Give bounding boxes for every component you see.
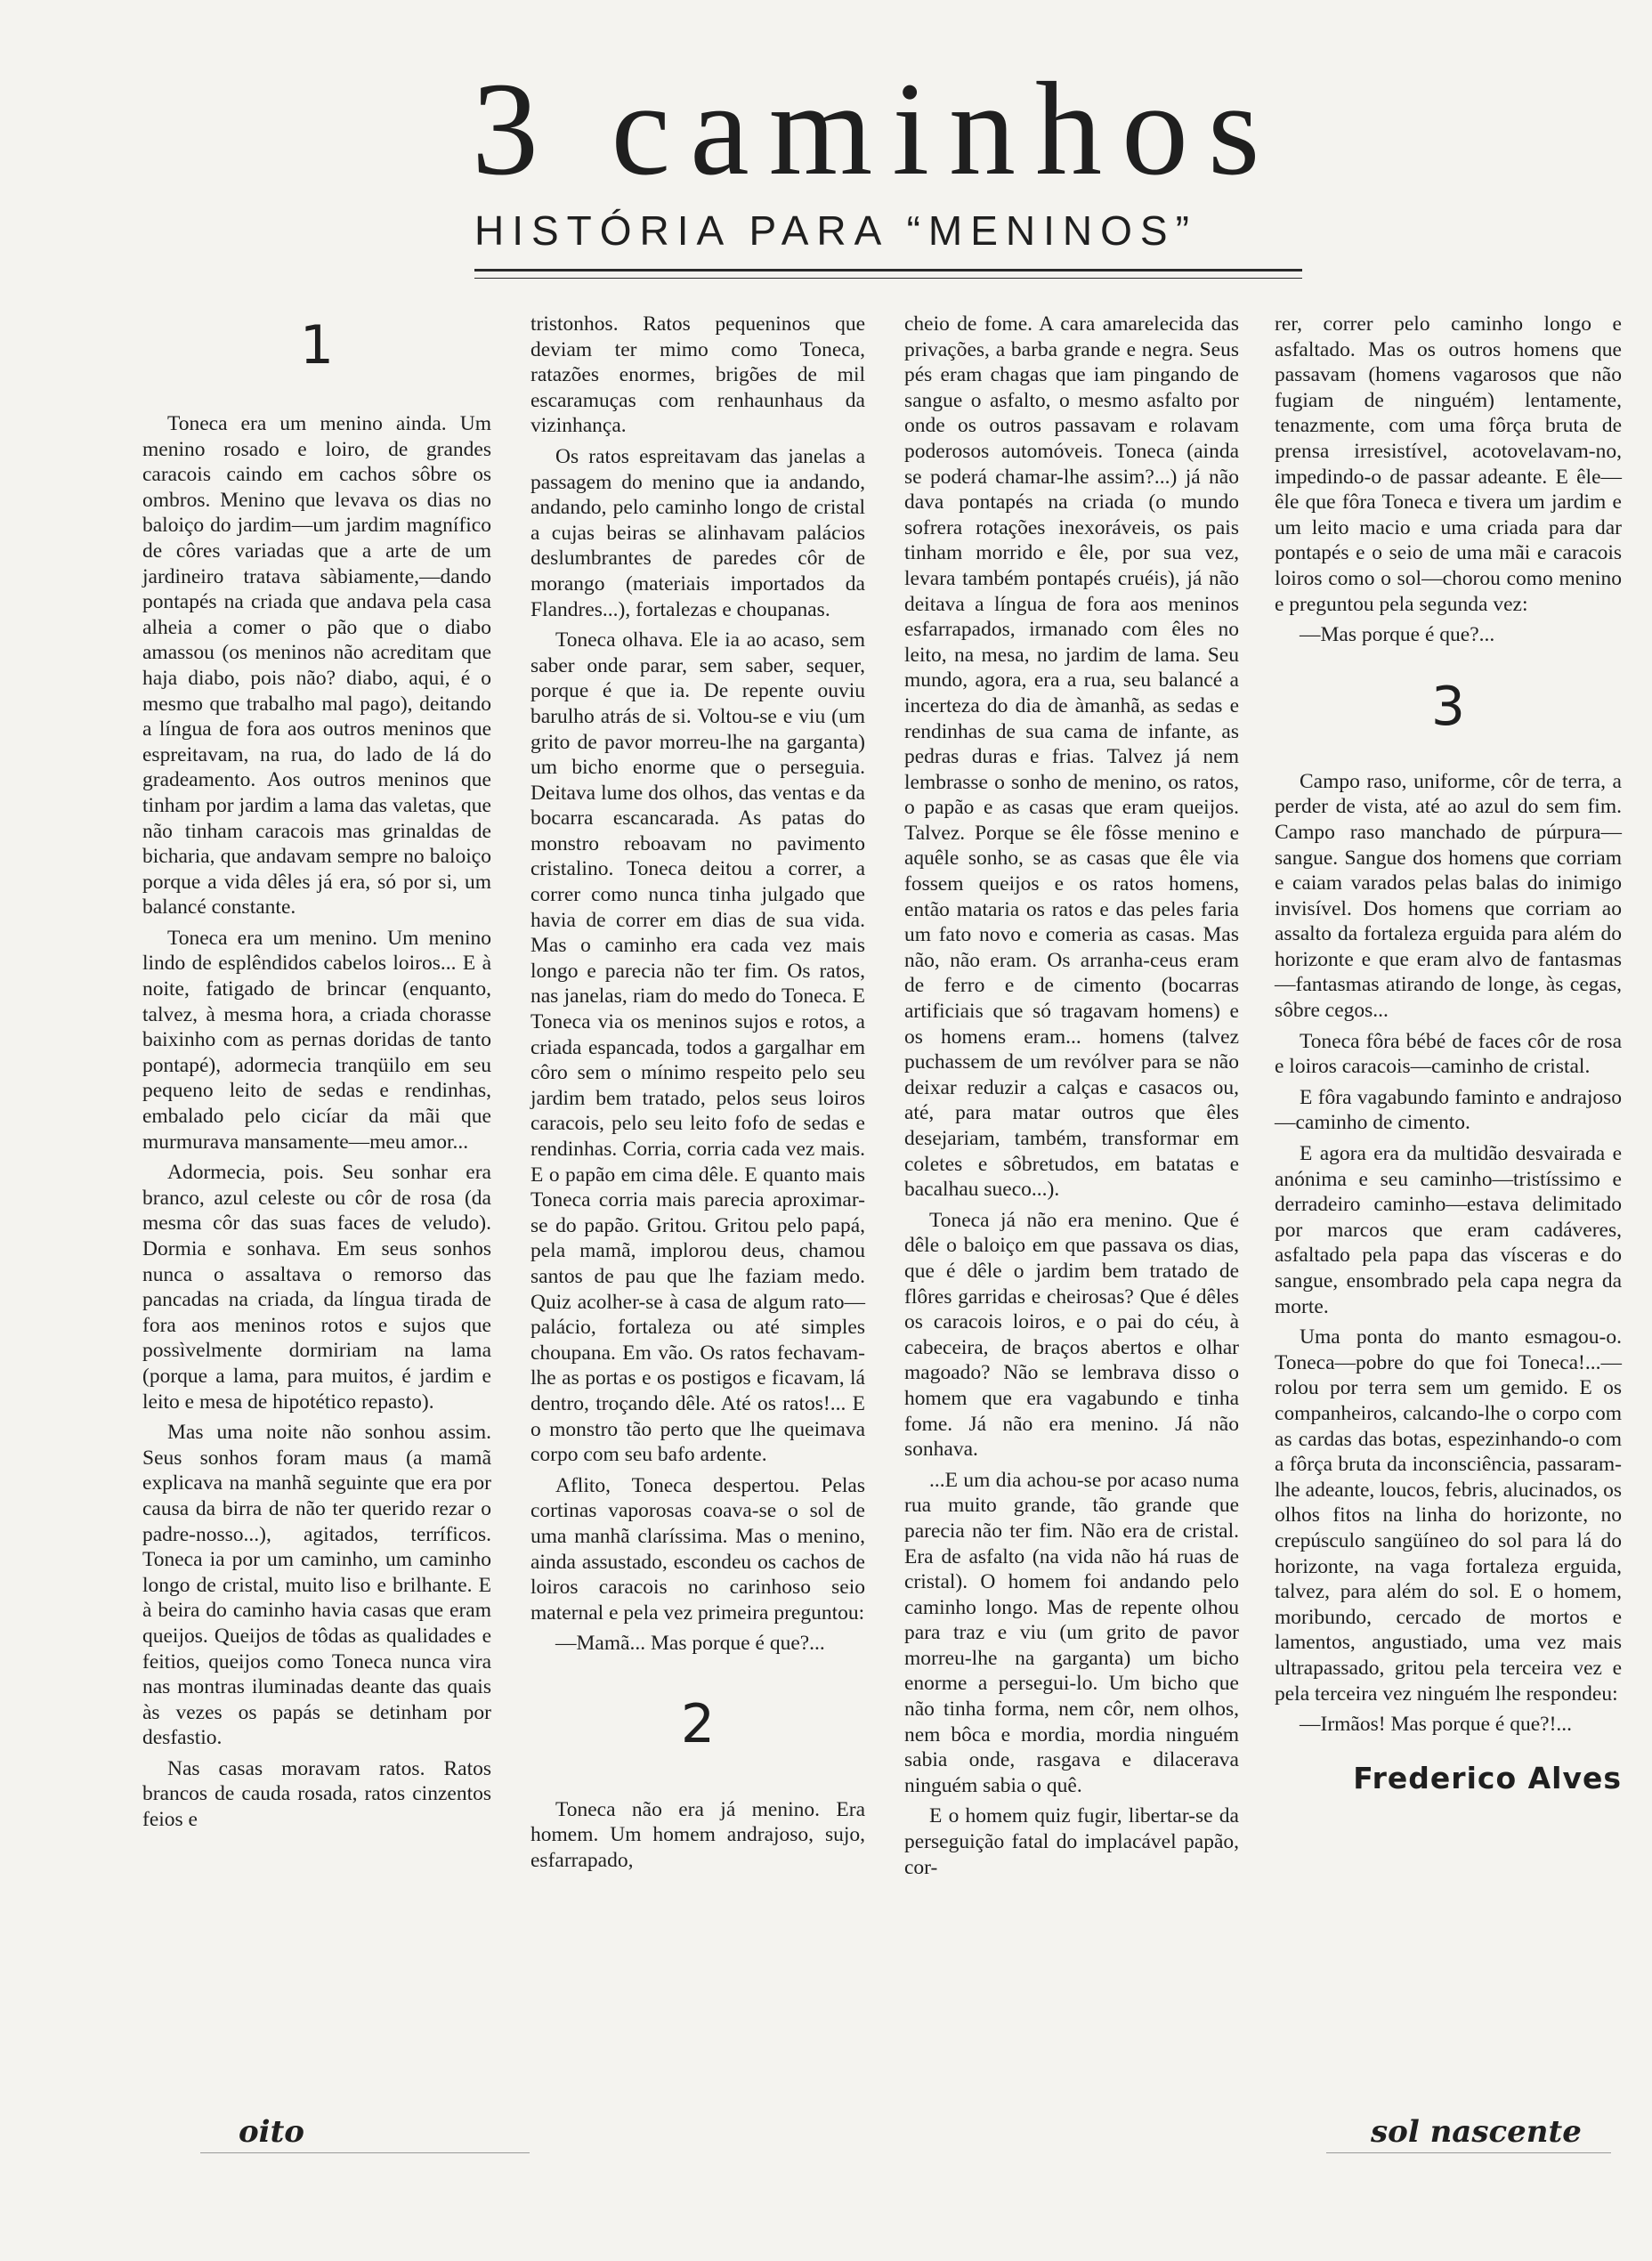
author-signature: Frederico Alves [1353,1760,1622,1795]
paragraph: Toneca era um menino ainda. Um menino rosado e loiro, de grandes caracois caindo em cachos sôbre os ombros. Menino que levava os dias no baloiço do jardim—um jardim magnífico de côres variadas que a arte de um jardineiro tratava sàbiamente,—dando pontapés na criada que andava pela casa alheia a comer o pão que o diabo amassou (os meninos não acreditam que haja diabo, pois não? diabo, aqui, é o mesmo que trabalho mal pago), deitando a língua de fora aos outros meninos que espreitavam, na rua, do lado de lá do gradeamento. Aos outros meninos que tinham por jardim a lama das valetas, que não tinham caracois mas grinaldas de bicharia, que andavam sempre no baloiço porque a vida dêles já era, só por si, um balancé constante. [142,412,491,920]
footer-rule-right [1326,2152,1611,2153]
paragraph: Toneca olhava. Ele ia ao acaso, sem saber onde parar, sem saber, sequer, porque é que ia. De repente ouviu barulho atrás de si. Voltou-se e viu (um grito de pavor morreu-lhe na garganta) um bicho enorme que o perseguia. Deitava lume dos olhos, das ventas e da bocarra escancarada. As patas do monstro reboavam no pavimento cristalino. Toneca deitou a correr, a correr como nunca tinha julgado que havia de correr em dias de sua vida. Mas o caminho era cada vez mais longo e parecia não ter fim. Os ratos, nas janelas, riam do medo do Toneca. E Toneca via os meninos sujos e rotos, a criada espancada, todos a gargalhar em côro sem o mínimo respeito pelo seu jardim bem tratado, pelos seus loiros caracois, pelo seu leito fofo de sedas e rendinhas. Corria, corria cada vez mais. E o papão em cima dêle. E quanto mais Toneca corria mais parecia aproximar-se do papão. Gritou. Gritou pelo papá, pela mamã, implorou deus, chamou santos de pau que lhe faziam medo. Quiz acolher-se à casa de algum rato—palácio, fortaleza ou até simples choupana. Em vão. Os ratos fechavam-lhe as portas e os postigos e ficavam, lá dentro, troçando dêle. Até os ratos!... E o monstro tão perto que lhe queimava corpo com seu bafo ardente. [530,628,865,1467]
section-number: 1 [299,314,335,377]
paragraph: cheio de fome. A cara amarelecida das privações, a barba grande e negra. Seus pés eram chagas que iam pingando de sangue o asfalto, o mesmo asfalto por onde os outros passavam e rolavam poderosos automóveis. Toneca (ainda se poderá chamar-lhe assim?...) já não dava pontapés na criada (o mundo sofrera rotações inexoráveis, os pais tinham morrido e êle, por sua vez, levara também pontapés cruéis), já não deitava a língua de fora aos meninos esfarrapados, irmanado com êles no leito, na mesa, no jardim de lama. Seu mundo, agora, era a rua, seu balancé a incerteza do dia de àmanhã, as sedas e rendinhas de sua cama de infante, as pedras duras e frias. Talvez já nem lembrasse o sonho de menino, os ratos, o papão e as casas que eram queijos. Talvez. Porque se êle fôsse menino e aquêle sonho, se as casas que êle via fossem queijos e os ratos homens, então mataria os ratos e das peles faria um fato novo e comeria as casas. Mas não, não eram. Os arranha-ceus eram de ferro e de cimento (bocarras artificiais que só tragavam homens) e os homens eram... homens (talvez puchassem de um revólver para se não deixar reduzir a calças e casacos ou, até, para matar outros que êles desejariam, também, transformar em coletes e sôbretudos, em batatas e bacalhau sueco...). [904,312,1239,1202]
paragraph: —Mamã... Mas porque é que?... [555,1632,825,1656]
text-column-1 [142,312,491,1838]
text-column-2 [530,312,865,1879]
paragraph: Nas casas moravam ratos. Ratos brancos de cauda rosada, ratos cinzentos feios e [142,1756,491,1832]
paragraph: Mas uma noite não sonhou assim. Seus sonhos foram maus (a mamã explicava na manhã seguinte que era por causa da birra de não ter querido rezar o padre-nosso...), agitados, terríficos. Toneca ia por um caminho, um caminho longo de cristal, muito liso e brilhante. E à beira do caminho havia casas que eram queijos. Queijos de tôdas as qualidades e feitios, queijos como Toneca nunca vira nas montras iluminadas deante das quais às vezes os papás se detinham por desfastio. [142,1421,491,1750]
paragraph: E fôra vagabundo faminto e andrajoso—caminho de cimento. [1275,1085,1622,1135]
text-column-4 [1275,312,1622,1795]
paragraph: ...E um dia achou-se por acaso numa rua muito grande, tão grande que parecia não ter fim. Não era de cristal. Era de asfalto (na vida não há ruas de cristal). O homem foi andando pelo caminho longo. Mas de repente olhou para traz e viu (um grito de pavor morreu-lhe na garganta) um bicho enorme a persegui-lo. Um bicho que não tinha forma, nem côr, nem olhos, nem bôca e mordia, mordia ninguém sabia onde, rasgava e dilacerava ninguém sabia o quê. [904,1468,1239,1797]
paragraph: Toneca fôra bébé de faces côr de rosa e loiros caracois—caminho de cristal. [1275,1029,1622,1079]
footer-rule-left [200,2152,530,2153]
paragraph: Adormecia, pois. Seu sonhar era branco, azul celeste ou côr de rosa (da mesma côr das suas faces de veludo). Dormia e sonhava. Em seus sonhos nunca o assaltava o remorso das pancadas na criada, da língua tirada de fora aos meninos rotos e sujos que possìvelmente dormiriam na lama (porque a lama, para muitos, é jardim e leito e mesa de hipotético repasto). [142,1161,491,1414]
page-number: oito [239,2114,304,2150]
text-column-3 [904,312,1239,1885]
paragraph: E o homem quiz fugir, libertar-se da perseguição fatal do implacável papão, cor- [904,1804,1239,1879]
paragraph: Toneca já não era menino. Que é dêle o baloiço em que passava os dias, que é dêle o jardim bem tratado de flôres garridas e cheirosas? Que é dêles os caracois loiros, e o pai do céu, à cabeceira, de braços abertos e olhar magoado? Não se lembrava disso o homem que era vagabundo e tinha fome. Já não era menino. Já não sonhava. [904,1208,1239,1462]
title-rule-thin [474,278,1302,279]
paragraph: —Irmãos! Mas porque é que?!... [1300,1713,1573,1737]
paragraph: Aflito, Toneca despertou. Pelas cortinas vaporosas coava-se o sol de uma manhã claríssima. Mas o menino, ainda assustado, escondeu os cachos de loiros caracois no carinhoso seio maternal e pela vez primeira preguntou: [530,1473,865,1625]
paragraph: —Mas porque é que?... [1300,623,1495,647]
paragraph: Campo raso, uniforme, côr de terra, a perder de vista, até ao azul do sem fim. Campo raso manchado de púrpura—sangue. Sangue dos homens que corriam e caiam varados pelas balas do inimigo invisível. Dos homens que corriam ao assalto da fortaleza erguida para além do horizonte e que eram alvo de fantasmas—fantasmas atirando de longe, às cegas, sôbre cegos... [1275,769,1622,1023]
publication-name: sol nascente [1371,2114,1582,2150]
story-subtitle: HISTÓRIA PARA “MENINOS” [474,207,1197,254]
paragraph: E agora era da multidão desvairada e anónima e seu caminho—tristíssimo e derradeiro caminho—estava delimitado por marcos que eram cadáveres, asfaltado pela papa das vísceras e do sangue, ensombrado pela capa negra da morte. [1275,1142,1622,1318]
section-number: 2 [680,1692,716,1755]
paragraph: Os ratos espreitavam das janelas a passagem do menino que ia andando, andando, pelo caminho longo de cristal a cujas beiras se alinhavam palácios deslumbrantes de paredes côr de morango (materiais importados da Flandres...), fortalezas e choupanas. [530,444,865,621]
paragraph: rer, correr pelo caminho longo e asfaltado. Mas os outros homens que passavam (homens vagarosos que não fugiam de ninguém) lentamente, tenazmente, com uma fôrça bruta de prensa irresistível, acotovelavam-no, impedindo-o de passar adeante. E êle—êle que fôra Toneca e tivera um jardim e um leito macio e uma criada para dar pontapés e o seio de uma mãi e caracois loiros como o sol—chorou como menino e preguntou pela segunda vez: [1275,312,1622,616]
section-number: 3 [1430,675,1466,738]
title-rule-thick [474,269,1302,271]
paragraph: Uma ponta do manto esmagou-o. Toneca—pobre do que foi Toneca!...—rolou por terra sem um gemido. E os companheiros, calcando-lhe o corpo com as cardas das botas, espezinhando-o com a fôrça bruta da inconsciência, passaram-lhe adeante, loucos, febris, alucinados, os olhos fitos na linha do horizonte, no crepúsculo sangüíneo do sol para lá do horizonte, na vaga fortaleza erguida, talvez, para além do sol. E o homem, moribundo, cercado de mortos e lamentos, angustiado, uma vez mais ultrapassado, gritou pela terceira vez e pela terceira vez ninguém lhe respondeu: [1275,1325,1622,1706]
paragraph: tristonhos. Ratos pequeninos que deviam ter mimo como Toneca, ratazões enormes, brigões de mil escaramuças com renhaunhaus da vizinhança. [530,312,865,438]
paragraph: Toneca não era já menino. Era homem. Um homem andrajoso, sujo, esfarrapado, [530,1797,865,1873]
paragraph: Toneca era um menino. Um menino lindo de esplêndidos cabelos loiros... E à noite, fatigado de brincar (enquanto, talvez, à mesma hora, a criada chorasse baixinho com as pernas doridas de tanto pontapé), adormecia tranqüilo em seu pequeno leito de sedas e rendinhas, embalado pelo cicíar da mãi que murmurava mansamente—meu amor... [142,926,491,1154]
story-title: 3 caminhos [472,55,1280,203]
